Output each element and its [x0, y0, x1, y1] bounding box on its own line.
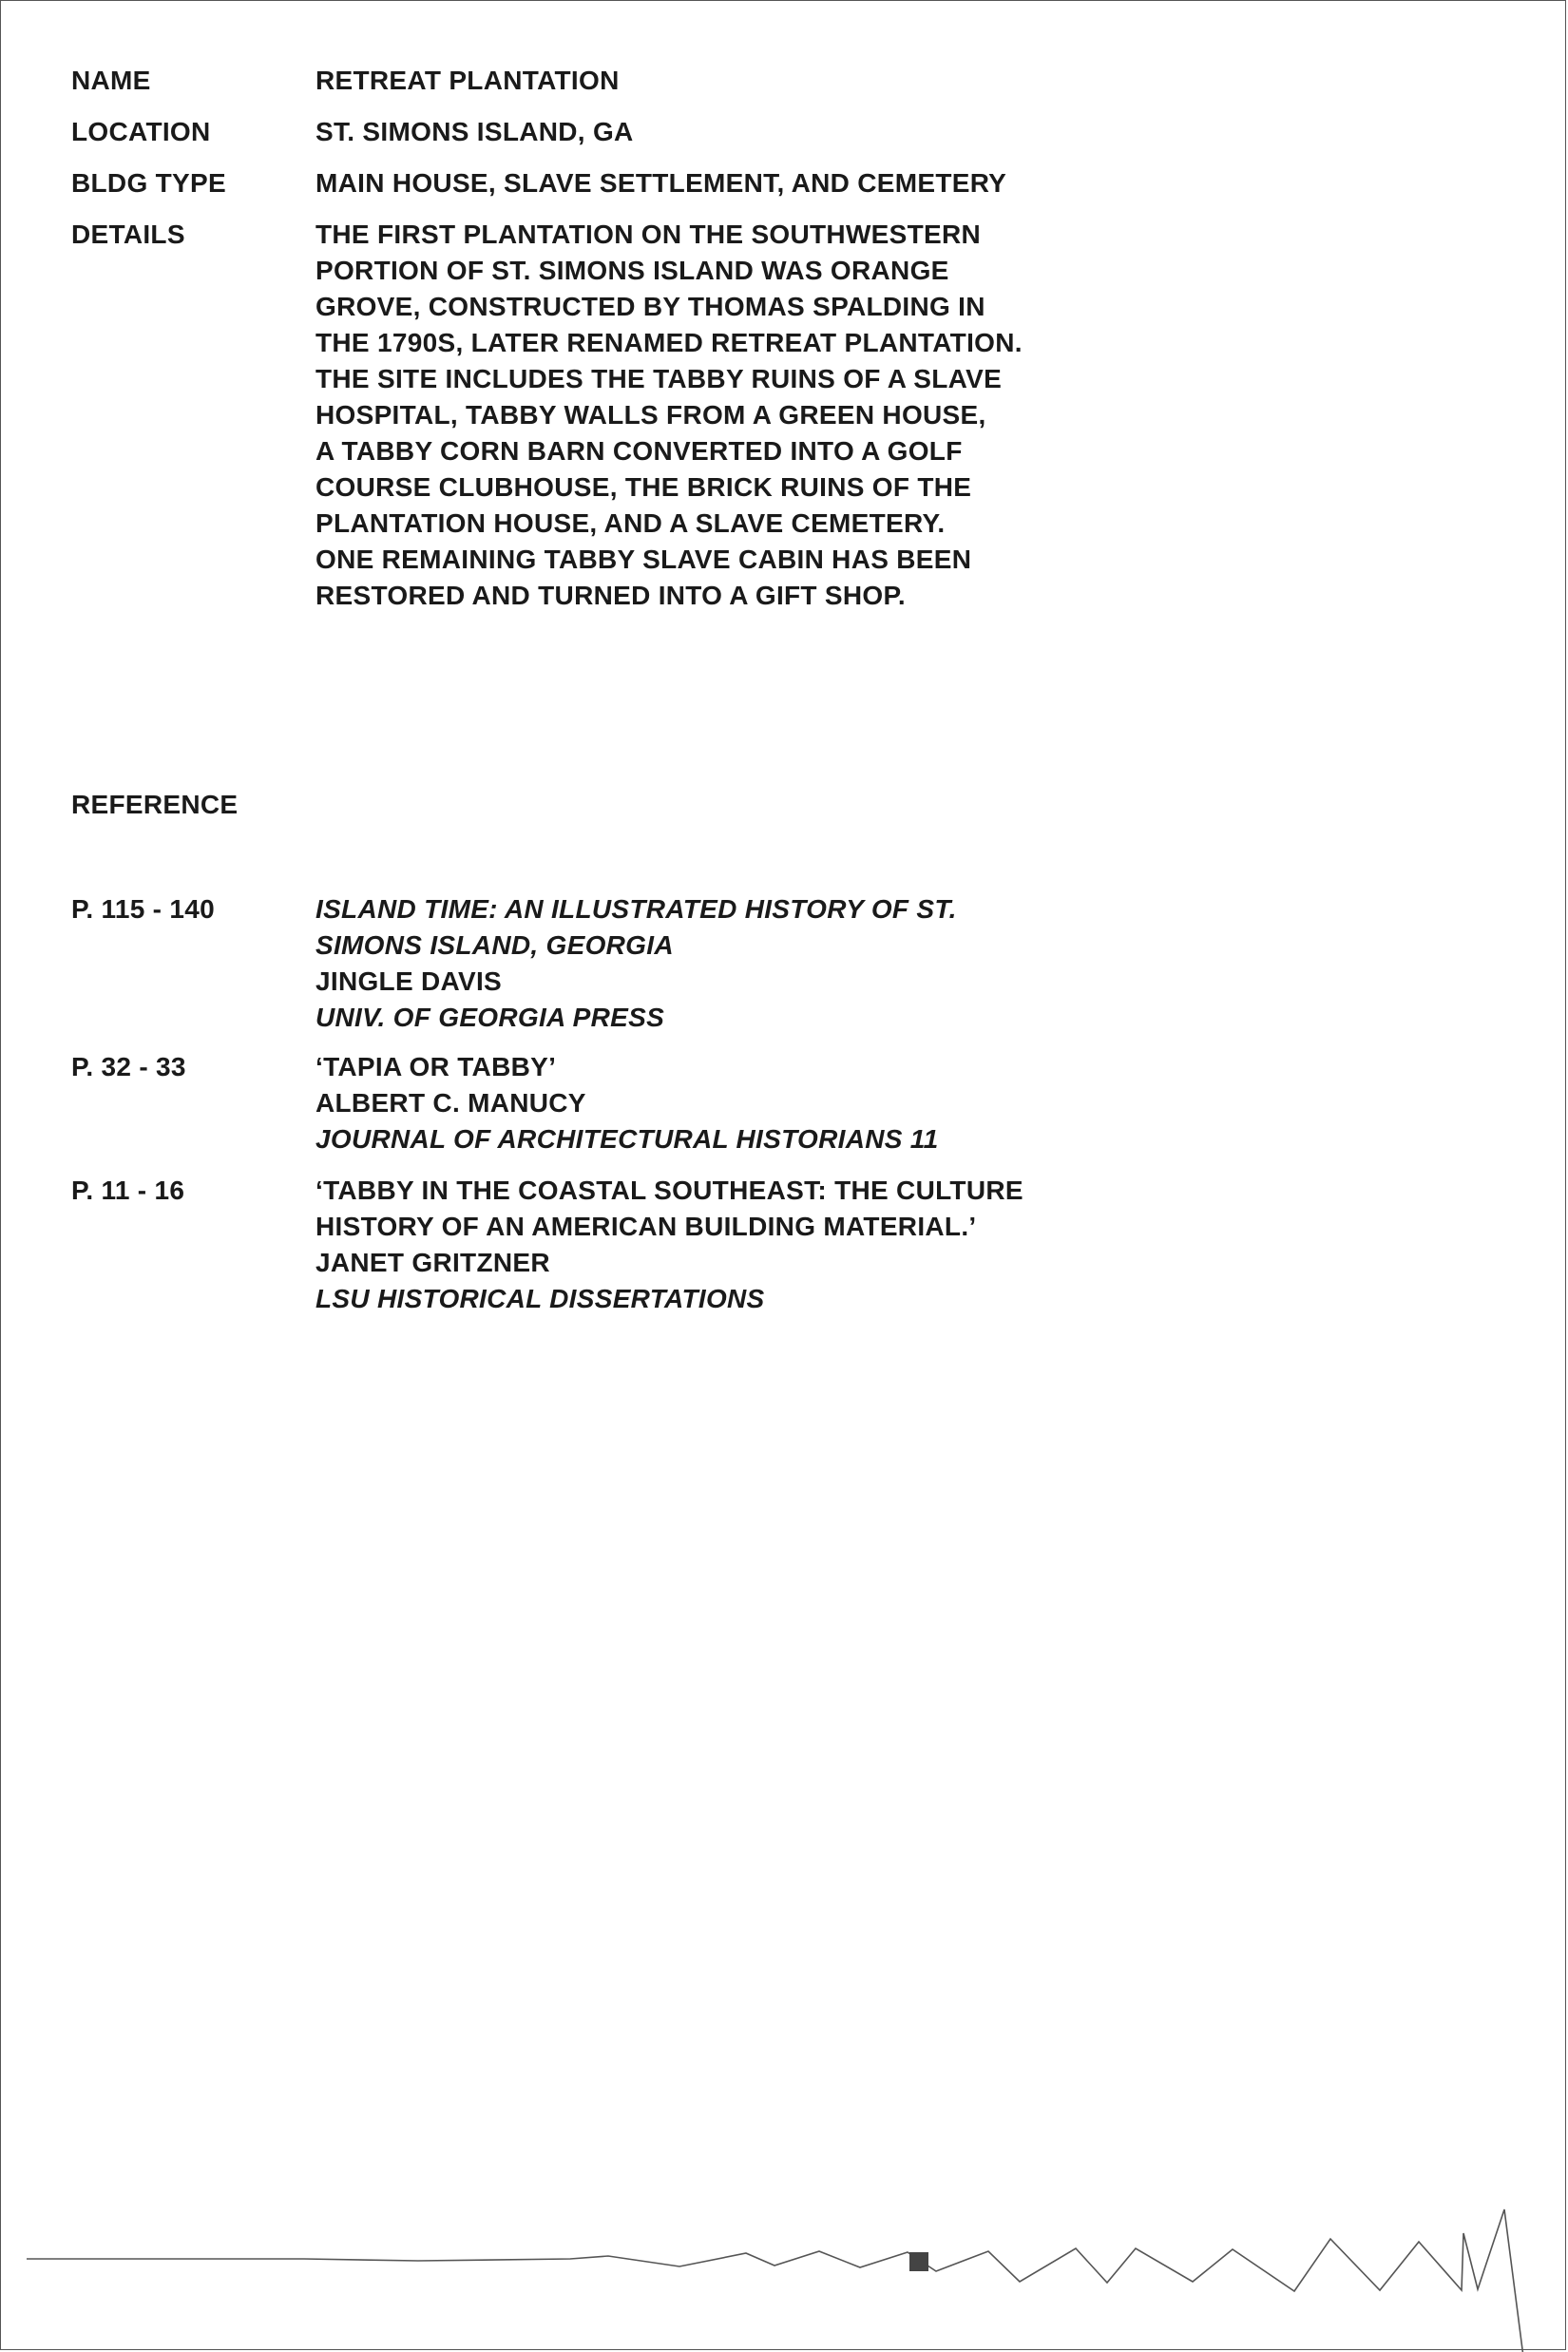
bldg-type-label: BLDG TYPE: [71, 168, 226, 198]
field-location: [71, 114, 1123, 150]
name-value: RETREAT PLANTATION: [316, 66, 620, 95]
location-label: LOCATION: [71, 117, 211, 146]
details-line: A TABBY CORN BARN CONVERTED INTO A GOLF: [316, 436, 963, 466]
reference-heading-row: [71, 787, 316, 823]
details-label: DETAILS: [71, 220, 185, 249]
timeline-line: [27, 2209, 1523, 2352]
details-line: HOSPITAL, TABBY WALLS FROM A GREEN HOUSE,: [316, 400, 986, 430]
reference-citation: [316, 1049, 1123, 1157]
field-details: [71, 217, 1123, 614]
reference-entry: [71, 1173, 1123, 1317]
details-line: ONE REMAINING TABBY SLAVE CABIN HAS BEEN: [316, 545, 972, 574]
reference-pages: P. 11 - 16: [71, 1176, 185, 1205]
details-line: GROVE, CONSTRUCTED BY THOMAS SPALDING IN: [316, 292, 985, 321]
reference-pages: P. 32 - 33: [71, 1052, 186, 1081]
reference-title-line: ‘TABBY IN THE COASTAL SOUTHEAST: THE CULTURE: [316, 1176, 1023, 1205]
location-value: ST. SIMONS ISLAND, GA: [316, 117, 634, 146]
reference-citation: [316, 1173, 1123, 1317]
details-line: THE FIRST PLANTATION ON THE SOUTHWESTERN: [316, 220, 982, 249]
field-name: [71, 63, 1123, 99]
details-line: THE SITE INCLUDES THE TABBY RUINS OF A SLAVE: [316, 364, 1003, 393]
details-line: PLANTATION HOUSE, AND A SLAVE CEMETERY.: [316, 508, 946, 538]
timeline-marker: [909, 2252, 928, 2271]
reference-heading: REFERENCE: [71, 790, 239, 819]
reference-title-line: SIMONS ISLAND, GEORGIA: [316, 930, 674, 960]
reference-publisher: UNIV. OF GEORGIA PRESS: [316, 1003, 665, 1032]
field-bldg-type: [71, 165, 1123, 201]
reference-author: JANET GRITZNER: [316, 1248, 550, 1277]
details-line: THE 1790S, LATER RENAMED RETREAT PLANTATION.: [316, 328, 1023, 357]
reference-citation: [316, 891, 1123, 1036]
reference-pages: P. 115 - 140: [71, 894, 215, 924]
reference-publisher: LSU HISTORICAL DISSERTATIONS: [316, 1284, 765, 1313]
timeline-zigzag: [0, 2186, 1568, 2352]
reference-author: JINGLE DAVIS: [316, 966, 503, 996]
details-line: COURSE CLUBHOUSE, THE BRICK RUINS OF THE: [316, 472, 972, 502]
reference-entry: [71, 891, 1123, 1036]
details-text: [316, 217, 1123, 614]
name-label: NAME: [71, 66, 151, 95]
details-line: PORTION OF ST. SIMONS ISLAND WAS ORANGE: [316, 256, 949, 285]
reference-publisher: JOURNAL OF ARCHITECTURAL HISTORIANS 11: [316, 1124, 939, 1154]
details-line: RESTORED AND TURNED INTO A GIFT SHOP.: [316, 581, 906, 610]
reference-title-line: HISTORY OF AN AMERICAN BUILDING MATERIAL.’: [316, 1212, 977, 1241]
reference-title-line: ‘TAPIA OR TABBY’: [316, 1052, 557, 1081]
reference-title-line: ISLAND TIME: AN ILLUSTRATED HISTORY OF ST.: [316, 894, 957, 924]
reference-entry: [71, 1049, 1123, 1157]
bldg-type-value: MAIN HOUSE, SLAVE SETTLEMENT, AND CEMETERY: [316, 168, 1007, 198]
reference-author: ALBERT C. MANUCY: [316, 1088, 586, 1118]
